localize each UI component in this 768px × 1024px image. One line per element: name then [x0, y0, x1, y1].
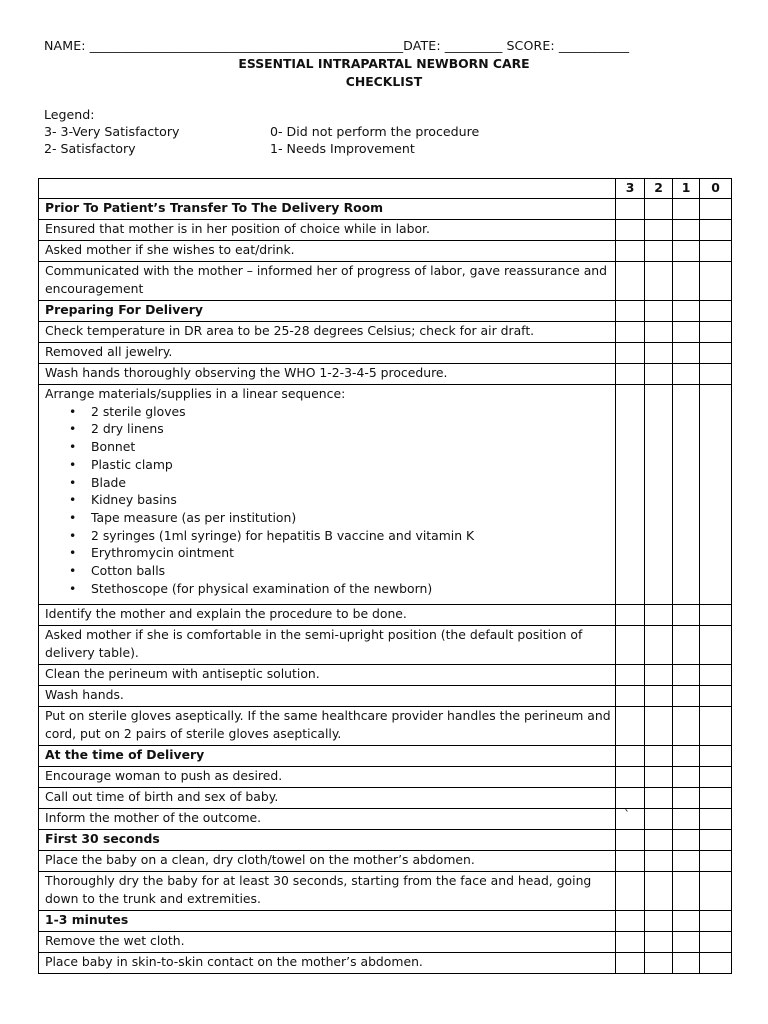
score-cell[interactable]	[645, 364, 673, 385]
score-cell[interactable]	[673, 686, 700, 707]
score-cell[interactable]	[673, 746, 700, 767]
checklist-item: Encourage woman to push as desired.	[39, 767, 616, 788]
score-cell[interactable]	[616, 872, 645, 911]
score-cell[interactable]	[645, 851, 673, 872]
checklist-row	[39, 322, 732, 343]
score-cell[interactable]	[673, 301, 700, 322]
legend-item-3: 3- 3-Very Satisfactory	[44, 124, 180, 139]
checklist-item: Clean the perineum with antiseptic solution.	[39, 665, 616, 686]
score-cell[interactable]	[673, 364, 700, 385]
score-cell[interactable]	[673, 322, 700, 343]
score-cell-marked[interactable]	[616, 809, 645, 830]
supply-item: • Blade	[91, 474, 615, 492]
score-cell[interactable]	[645, 343, 673, 364]
legend-item-0: 0- Did not perform the procedure	[270, 124, 480, 139]
score-cell[interactable]	[700, 686, 732, 707]
section-heading: First 30 seconds	[39, 830, 616, 851]
section-row	[39, 301, 732, 322]
score-cell[interactable]	[700, 364, 732, 385]
checklist-item: Remove the wet cloth.	[39, 932, 616, 953]
section-heading: Prior To Patient’s Transfer To The Delivery Room	[39, 199, 616, 220]
score-cell[interactable]	[645, 322, 673, 343]
score-cell[interactable]	[700, 788, 732, 809]
header-blank-cell	[39, 179, 616, 199]
score-cell[interactable]	[645, 767, 673, 788]
score-cell[interactable]	[616, 220, 645, 241]
score-cell[interactable]	[700, 932, 732, 953]
score-cell[interactable]	[700, 262, 732, 301]
section-heading: At the time of Delivery	[39, 746, 616, 767]
score-cell[interactable]	[673, 707, 700, 746]
checklist-item: Put on sterile gloves aseptically. If the same healthcare provider handles the perineum and cord, put on 2 pairs of sterile gloves aseptically.	[39, 707, 616, 746]
score-cell[interactable]	[645, 220, 673, 241]
score-header-1: 1	[673, 179, 700, 199]
score-cell[interactable]	[645, 953, 673, 974]
score-cell[interactable]	[673, 872, 700, 911]
score-cell[interactable]	[616, 262, 645, 301]
checklist-row	[39, 262, 732, 301]
score-cell[interactable]	[700, 809, 732, 830]
score-cell[interactable]	[673, 851, 700, 872]
score-cell[interactable]	[673, 262, 700, 301]
score-cell[interactable]	[645, 911, 673, 932]
checklist-row	[39, 872, 732, 911]
score-cell[interactable]	[645, 686, 673, 707]
score-cell[interactable]	[673, 220, 700, 241]
score-cell[interactable]	[673, 665, 700, 686]
checklist-row	[39, 788, 732, 809]
score-cell[interactable]	[673, 911, 700, 932]
score-cell[interactable]	[673, 767, 700, 788]
checklist-row	[39, 220, 732, 241]
score-cell[interactable]	[616, 322, 645, 343]
checklist-row	[39, 686, 732, 707]
document-title: ESSENTIAL INTRAPARTAL NEWBORN CARE	[238, 56, 530, 71]
score-cell[interactable]	[700, 872, 732, 911]
section-heading: 1-3 minutes	[39, 911, 616, 932]
score-cell[interactable]	[645, 385, 673, 605]
supply-item: • Tape measure (as per institution)	[91, 509, 615, 527]
score-cell[interactable]	[700, 953, 732, 974]
score-cell[interactable]	[645, 199, 673, 220]
checklist-item: Wash hands.	[39, 686, 616, 707]
score-cell[interactable]	[645, 301, 673, 322]
score-cell[interactable]	[645, 746, 673, 767]
checklist-row	[39, 241, 732, 262]
stray-mark: `	[624, 807, 631, 822]
score-cell[interactable]	[645, 932, 673, 953]
score-cell[interactable]	[616, 686, 645, 707]
score-cell[interactable]	[673, 809, 700, 830]
score-cell[interactable]	[616, 301, 645, 322]
score-cell[interactable]	[645, 605, 673, 626]
checklist-row	[39, 932, 732, 953]
score-cell[interactable]	[616, 364, 645, 385]
score-cell[interactable]	[616, 830, 645, 851]
supply-item: • 2 syringes (1ml syringe) for hepatitis B vaccine and vitamin K	[91, 527, 615, 545]
score-cell[interactable]	[645, 241, 673, 262]
section-heading: Preparing For Delivery	[39, 301, 616, 322]
score-cell[interactable]	[645, 872, 673, 911]
score-cell[interactable]	[616, 605, 645, 626]
legend-item-1: 1- Needs Improvement	[270, 141, 415, 156]
score-cell[interactable]	[700, 385, 732, 605]
checklist-row	[39, 851, 732, 872]
checklist-item: Thoroughly dry the baby for at least 30 seconds, starting from the face and head, going down to the trunk and extremities.	[39, 872, 616, 911]
score-cell[interactable]	[673, 199, 700, 220]
score-cell[interactable]	[645, 626, 673, 665]
score-header-3: 3	[616, 179, 645, 199]
score-cell[interactable]	[700, 746, 732, 767]
supplies-intro: Arrange materials/supplies in a linear sequence:	[45, 386, 346, 401]
checklist-row	[39, 605, 732, 626]
supply-item: • 2 dry linens	[91, 420, 615, 438]
checklist-item: Place baby in skin-to-skin contact on the mother’s abdomen.	[39, 953, 616, 974]
score-cell[interactable]	[645, 830, 673, 851]
score-cell[interactable]	[673, 385, 700, 605]
score-cell[interactable]	[616, 385, 645, 605]
score-cell[interactable]	[700, 665, 732, 686]
date-field-blank[interactable]: _________	[444, 38, 503, 53]
score-header-0: 0	[700, 179, 732, 199]
score-cell[interactable]	[700, 626, 732, 665]
legend-item-2: 2- Satisfactory	[44, 141, 136, 156]
score-header-2: 2	[645, 179, 673, 199]
score-field-blank[interactable]: ___________	[558, 38, 630, 53]
checklist-row	[39, 767, 732, 788]
supply-item: • 2 sterile gloves	[91, 403, 615, 421]
checklist-row	[39, 665, 732, 686]
score-cell[interactable]	[616, 788, 645, 809]
score-cell[interactable]	[673, 343, 700, 364]
score-cell[interactable]	[645, 788, 673, 809]
score-cell[interactable]	[616, 343, 645, 364]
supply-item: • Erythromycin ointment	[91, 544, 615, 562]
score-cell[interactable]	[673, 626, 700, 665]
score-cell[interactable]	[700, 911, 732, 932]
name-field-blank[interactable]: _________________________________________________	[89, 38, 404, 53]
section-row	[39, 199, 732, 220]
section-row	[39, 830, 732, 851]
supply-item: • Cotton balls	[91, 562, 615, 580]
score-cell[interactable]	[616, 665, 645, 686]
score-cell[interactable]	[616, 911, 645, 932]
date-label: DATE:	[403, 38, 445, 53]
score-cell[interactable]	[673, 953, 700, 974]
checklist-item: Wash hands thoroughly observing the WHO 1-2-3-4-5 procedure.	[39, 364, 616, 385]
checklist-item: Inform the mother of the outcome.	[39, 809, 616, 830]
score-cell[interactable]	[700, 830, 732, 851]
score-cell[interactable]	[700, 301, 732, 322]
score-cell[interactable]	[645, 809, 673, 830]
score-cell[interactable]	[700, 767, 732, 788]
checklist-row-supplies	[39, 385, 732, 605]
score-cell[interactable]	[645, 665, 673, 686]
checklist-item: Place the baby on a clean, dry cloth/towel on the mother’s abdomen.	[39, 851, 616, 872]
checklist-item: Check temperature in DR area to be 25-28 degrees Celsius; check for air draft.	[39, 322, 616, 343]
score-cell[interactable]	[700, 322, 732, 343]
checklist-item: Ensured that mother is in her position of choice while in labor.	[39, 220, 616, 241]
section-row	[39, 746, 732, 767]
header-line	[44, 38, 629, 53]
score-cell[interactable]	[616, 241, 645, 262]
score-cell[interactable]	[616, 953, 645, 974]
checklist-item-supplies	[39, 385, 616, 605]
section-row	[39, 911, 732, 932]
score-cell[interactable]	[673, 605, 700, 626]
score-cell[interactable]	[700, 241, 732, 262]
score-cell[interactable]	[700, 605, 732, 626]
score-cell[interactable]	[700, 199, 732, 220]
supply-item: • Stethoscope (for physical examination of the newborn)	[91, 580, 615, 598]
score-cell[interactable]	[673, 241, 700, 262]
score-cell[interactable]	[700, 343, 732, 364]
score-cell[interactable]	[616, 746, 645, 767]
score-cell[interactable]	[616, 199, 645, 220]
supplies-list	[45, 403, 615, 598]
legend-heading: Legend:	[44, 107, 95, 122]
score-cell[interactable]	[616, 932, 645, 953]
score-cell[interactable]	[700, 707, 732, 746]
checklist-item: Asked mother if she wishes to eat/drink.	[39, 241, 616, 262]
checklist-item: Communicated with the mother – informed her of progress of labor, gave reassurance and encouragement	[39, 262, 616, 301]
checklist-item: Call out time of birth and sex of baby.	[39, 788, 616, 809]
supply-item: • Bonnet	[91, 438, 615, 456]
checklist-row	[39, 626, 732, 665]
checklist-row	[39, 343, 732, 364]
score-cell[interactable]	[700, 220, 732, 241]
score-cell[interactable]	[673, 932, 700, 953]
checklist-row	[39, 809, 732, 830]
score-cell[interactable]	[673, 830, 700, 851]
name-label: NAME:	[44, 38, 90, 53]
score-cell[interactable]	[700, 851, 732, 872]
checklist-row	[39, 707, 732, 746]
checklist-item: Identify the mother and explain the procedure to be done.	[39, 605, 616, 626]
score-cell[interactable]	[645, 262, 673, 301]
supply-item: • Kidney basins	[91, 491, 615, 509]
score-label: SCORE:	[502, 38, 559, 53]
document-subtitle: CHECKLIST	[345, 74, 423, 89]
checklist-table	[38, 178, 732, 974]
score-cell[interactable]	[616, 851, 645, 872]
score-cell[interactable]	[616, 707, 645, 746]
score-cell[interactable]	[616, 767, 645, 788]
supply-item: • Plastic clamp	[91, 456, 615, 474]
score-cell[interactable]	[645, 707, 673, 746]
score-cell[interactable]	[616, 626, 645, 665]
checklist-item: Removed all jewelry.	[39, 343, 616, 364]
score-header-row	[39, 179, 732, 199]
checklist-row	[39, 364, 732, 385]
checklist-item: Asked mother if she is comfortable in the semi-upright position (the default position of delivery table).	[39, 626, 616, 665]
score-cell[interactable]	[673, 788, 700, 809]
checklist-row	[39, 953, 732, 974]
